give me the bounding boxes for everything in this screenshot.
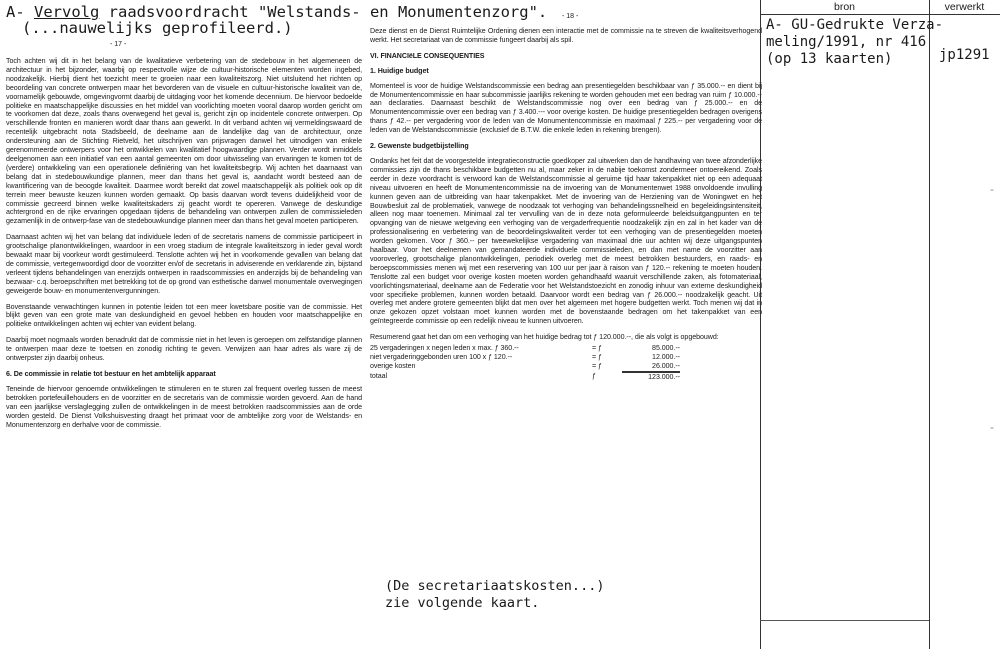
summary-intro: Resumerend gaat het dan om een verhoging van het huidige bedrag tot ƒ 120.000.--, die als volgt is opgebouwd: — [370, 333, 719, 342]
paragraph: Daarnaast achten wij het van belang dat individuele leden of de secretaris namens de commissie participeert in grootschalige planontwikkelingen, waardoor in een vroeg stadium de integrale kwaliteitszorg in ieder geval wordt bewaakt maar bij voorkeur wordt gestimuleerd. Tenslotte achten wij het in voorkomende gevallen van belang dat de commissie, vertegenwoordigd door de voorzitter en/of de secretaris in adviserende en verklarende zin, bijstand verleent tijdens behandelingen van enerzijds ontwerpen in raadscommissies en anderzijds bij de behandeling van bezwaar- c.q. beroepschriften met betrekking tot de op grond van esthetische danwel monumentale overwegingen geweigerde bouw- en monumentenvergunningen. — [6, 233, 362, 295]
margin-tick: - — [990, 182, 994, 196]
card-source-line: (op 13 kaarten) — [766, 51, 893, 67]
table-cell-label: 25 vergaderingen x negen leden x max. ƒ 360.-- — [370, 344, 519, 353]
paragraph: Toch achten wij dit in het belang van de kwalitatieve verbetering van de stedebouw in het algemeneen de architectuur in het bijzonder, waarbij op respectvolle wijze de cultuur-historische elementen worden ingebed, noodzakelijk. Hierbij dient het toezicht meer te groeien naar een kwaliteitszorg. Niet uitsluitend het richten op beoordeling van concrete ontwerpen maar het bevorderen van de visuele en cultuur-historische kwaliteit van de, voornamelijk gebouwde, omgevingvormt daarbij de uitdaging voor het komende decennium. De hiervoor bedoelde politieke en maatschappelijke discussies en het middel van voorlichting moeten vooral daarop worden gericht om te voorkomen dat deze, zoals thans overwegend het geval is, gericht zijn op incidentele concrete ontwerpen. Op verschillende fronten en manieren wordt daar thans aan gewerkt. In dit verband achten wij vermeldingswaard de recentelijk uitgebracht nota Stadsbeeld, de deelname aan de landelijke dag van de architectuur, onze ondersteuning aan de Stichting Rietveld, het uitschrijven van prijsvragen danwel het uitnodigen van enkele gerenommeerde ontwerpers voor het ontwikkelen van kwalitatief hoogwaardige plannen. Verder wordt inmiddels deelgenomen aan een initiatief van een aantal gemeenten om door uitwisseling van ervaringen te komen tot de (verdere) ontwikkeling van een operationele definiëring van het kwaliteitsbegrip. Wij achten het daarnaast van belang dat in stedebouwkundige plannen, meer dan thans het geval is, aandacht wordt besteed aan de kwantificering van de beoogde kwaliteit. Daarmee wordt bereikt dat zowel maatschappelijk als politiek ook op dit terrein meer bewuste keuzen kunnen worden gemaakt. Op basis daarvan wordt tevens duidelijkheid voor de commissie gecreerd binnen welke kwaliteitskaders zij geacht wordt te opereren. Vanwege de deskundige achtergrond en de rijke ervaringen opgedaan tijdens de behandeling van ontwerpen zullen de commissieleden gezamenlijk in de ontwerp-fase van de stedebouwkundige plannen meer dan thans het geval moeten participeren. — [6, 57, 362, 226]
footer-line-1: (De secretariaatskosten...) — [385, 578, 605, 594]
header-subtitle: (...nauwelijks geprofileerd.) — [22, 19, 293, 37]
paragraph: Bovenstaande verwachtingen kunnen in potentie leiden tot een meer kwetsbare positie van de commissie. Het blijkt geven van een grote mate van deskundigheid en gevoel hebben en houden voor maatschappelijke en politieke ontwikkelingen achten wij echter van evident belang. — [6, 302, 362, 329]
table-cell-eq: = ƒ — [592, 344, 602, 353]
header-prefix: A- — [6, 3, 34, 21]
card-source-line: A- GU-Gedrukte Verza- — [766, 17, 944, 33]
subheading-current-budget: 1. Huidige budget — [370, 66, 429, 75]
table-row — [370, 362, 762, 372]
table-cell-label: overige kosten — [370, 361, 416, 370]
margin-tick: - — [990, 420, 994, 434]
table-cell-amount: 26.000.-- — [622, 362, 680, 372]
section-heading-6: 6. De commissie in relatie tot bestuur en het ambtelijk apparaat — [6, 370, 216, 378]
paragraph: Momenteel is voor de huidige Welstandscommissie een bedrag aan presentiegelden beschikbaar van ƒ 35.000.-- en dient bij de Monumentencommissie en haar subcommissie jaarlijks rekening te worden gehouden met een bedrag van ruim ƒ 10.000.-- aan declaraties. Daarnaast beschikt de Welstandscommissie nog over een bedrag van ƒ 25.000.-- en de Monumentencommissie over een bedrag van ƒ 3.400.--- voor overige kosten. De huidige presentiegelden bedragen overigens thans ƒ 42.-- per vergadering voor de leden van de Monumentencommissie en maximaal ƒ 225.-- per vergadering voor de leden van de Welstandscommissie (exclusief de B.T.W. die enkele leden in rekening brengen). — [370, 81, 762, 135]
paragraph: Teneinde de hiervoor genoemde ontwikkelingen te stimuleren en te sturen zal frequent overleg tussen de meest betrokken portefeuillehouders en de voorzitter en de secretaris van de commissie worden gevoerd. Aan de hand van een jaarlijkse verslaglegging zullen de ontwikkelingen in de meest betrokken raadscommissies aan de orde worden gesteld. De Dienst Volkshuisvesting draagt het primaat voor de ambtelijke zorg voor de Welstands- en Monumentenzorg en derhalve voor de commissie. — [6, 384, 362, 429]
table-cell-label: totaal — [370, 371, 388, 380]
page-number-right: - 18 - — [562, 13, 579, 20]
table-cell-amount: 85.000.-- — [652, 344, 680, 353]
card-header-verwerkt: verwerkt — [944, 1, 985, 13]
right-column — [370, 27, 762, 382]
index-card-frame — [760, 0, 1000, 649]
paragraph: Deze dienst en de Dienst Ruimtelijke Ordening dienen een interactie met de commissie na te streven die kwaliteitsverhogend werkt. Het secretariaat van de commissie fungeert daarbij als spil. — [370, 27, 762, 44]
card-bottom-rule — [760, 620, 929, 621]
header-underlined-word: Vervolg — [34, 3, 100, 21]
paragraph: Daarbij moet nogmaals worden benadrukt dat de commissie niet in het leven is geroepen om zelfstandige plannen te ontwerpen maar deze te toetsen en zonodig richting te geven. Verwijzen aan haar adres als ware zij de ontwerpster zijn daarbij onheus. — [6, 336, 362, 363]
card-source-text — [766, 17, 943, 68]
table-row — [370, 344, 762, 353]
header-title: raadsvoordracht "Welstands- en Monumentenzorg". — [99, 3, 548, 21]
card-column-divider — [929, 0, 930, 649]
paragraph: Ondanks het feit dat de voorgestelde integratieconstructie goedkoper zal uitwerken dan de handhaving van twee afzonderlijke commissies zijn de thans beschikbare budgetten nu al, maar zeker in de nabije toekomst zondermeer ontoereikend. Zoals eerder in deze voordracht is verwoord kan de Welstandscommissie al geruime tijd haar takenpakket niet op een adequaat niveau uitvoeren en heeft de Monumentencommissie na de invoering van de Monumentenwet 1988 onvoldoende invulling kunnen geven aan de uitbreiding van haar takenpakket. Met de invoering van de Herziening van de Woningwet en het Bouwbesluit zal de problematiek, vanwege de noodzaak tot verhoging van behandelingssnelheid en begeleidingsintensiteit, alleen nog maar toenemen. Minimaal zal ter vervulling van de in deze nota geformuleerde beleidsuitgangpunten en ter opvanging van de nieuwe wetgeving een verhoging van de vergaderfrequentie noodzakelijk zijn en zal in het kader van de professionalisering en verbetering van de beoordelingskwaliteit verder tot een verhoging van de presentiegelden moeten worden gekomen. Voor ƒ 360.-- per tweewekelijkse vergadering van maximaal drie uur achten wij deze uitgangspunten haalbaar. Voor het deelnemen van gemandateerde individuele commissieleden, en dan met name de voorzitter aan vooroverleg, grootschalige planontwikkelingen, periodiek overleg met de meest betrokken bestuurders, en raads- en beroepscommissies menen wij met een reservering van 100 uur per jaar à raison van ƒ 120.-- rekening te moeten houden. Tenslotte zal een budget voor overige kosten moeten worden gehandhaafd waaruit verschillende zaken, als fotomateriaal, voorlichtingsmateriaal, deelname aan de Federatie voor het Welstandstoezicht en zonodig inhuur van externe deskundigheid voor specifieke problemen, kunnen worden betaald. Daarvoor wordt een bedrag van ƒ 26.000.-- noodzakelijk geacht. Uit overleg met andere grotere gemeenten blijkt dat men over het algemeen met hogere budgetten werkt. Toch menen wij dat in onze gekozen opzet volstaan moet kunnen worden met de bovenstaande bedragen om het takenpakket van een geïntegreerde commissie op een redelijk niveau te kunnen uitvoeren. — [370, 156, 762, 326]
table-cell-eq: = ƒ — [592, 361, 602, 370]
card-source-line: meling/1991, nr 416 — [766, 34, 927, 50]
card-header-divider — [760, 14, 1000, 15]
table-row — [370, 353, 762, 362]
table-cell-label: niet vergaderinggebonden uren 100 x ƒ 120.-- — [370, 353, 513, 361]
table-cell-eq: ƒ — [592, 371, 596, 380]
typed-footer — [385, 578, 604, 612]
card-header-bron: bron — [833, 1, 855, 13]
table-cell-amount: 12.000.-- — [652, 353, 680, 361]
left-column — [6, 57, 362, 436]
subheading-desired-budget: 2. Gewenste budgetbijstelling — [370, 142, 469, 151]
card-processed-code: jp1291 — [939, 47, 990, 63]
footer-line-2: zie volgende kaart. — [385, 595, 540, 611]
budget-table — [370, 344, 762, 382]
table-row-total — [370, 372, 762, 382]
table-cell-amount: 123.000.-- — [622, 372, 680, 382]
section-heading-vi: VI. FINANCIëLE CONSEQUENTIES — [370, 51, 485, 60]
table-cell-eq: = ƒ — [592, 353, 602, 361]
page-number-left: - 17 - — [110, 41, 127, 48]
